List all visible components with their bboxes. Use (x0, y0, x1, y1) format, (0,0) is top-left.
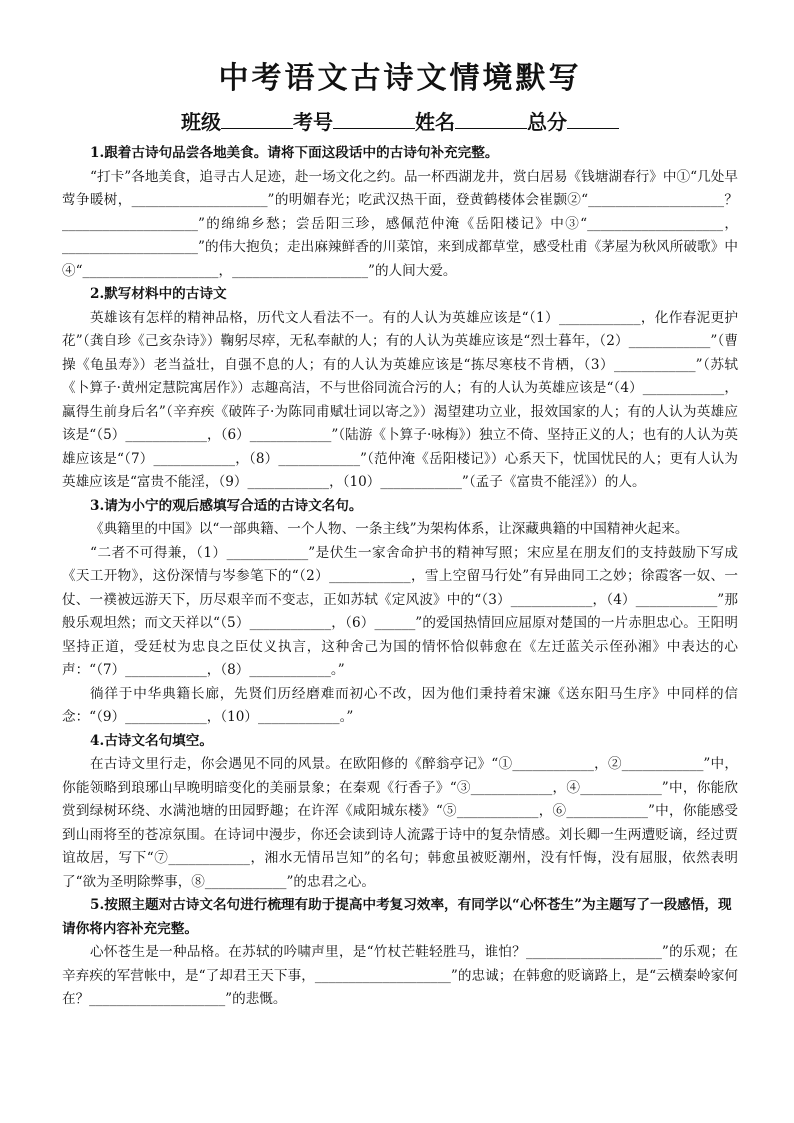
exam-no-field[interactable] (333, 110, 415, 129)
class-field[interactable] (221, 110, 293, 129)
question-4-text: 在古诗文里行走，你会遇见不同的风景。在欧阳修的《醉翁亭记》“①____________，②____________”中，你能领略到琅琊山早晚明暗变化的美丽景象；在秦观《行香子》“③____________，④____________”中，你能欣赏到绿树环绕、水满池塘的田园野趣；在许浑《咸阳城东楼》“⑤____________，⑥____________”中，你能感受到山雨将至的苍凉氛围。在诗词中漫步，你还会读到诗人流露于诗中的复杂情感。刘长卿一生两遭贬谪，经过贾谊故居，写下“⑦____________，湘水无情吊岂知”的名句；韩愈虽被贬潮州，没有忏悔，没有屈服，依然表明了“欲为圣明除弊事，⑧____________”的忠君之心。 (62, 756, 738, 890)
question-5-title: 5.按照主题对古诗文名句进行梳理有助于提高中考复习效率，有同学以“心怀苍生”为主题写了一段感悟，现请你将内容补充完整。 (62, 897, 732, 937)
score-label: 总分 (527, 110, 567, 134)
question-3-title: 3.请为小宁的观后感填写合适的古诗文名句。 (90, 497, 363, 514)
question-3-intro: 《典籍里的中国》以“一部典籍、一个人物、一条主线”为架构体系，让深藏典籍的中国精神火起来。 (90, 521, 689, 537)
question-5-text: 心怀苍生是一种品格。在苏轼的吟啸声里，是“竹杖芒鞋轻胜马，谁怕？____________________”的乐观；在辛弃疾的军营帐中，是“了却君王天下事，____________________”的忠诚；在韩愈的贬谪路上，是“云横秦岭家何在？____________________”的悲慨。 (62, 944, 738, 1007)
student-info-line (62, 108, 738, 136)
question-1-text: “打卡”各地美食，追寻古人足迹，赴一场文化之约。品一杯西湖龙井，赏白居易《钱塘湖春行》中①“几处早莺争暖树，____________________”的明媚春光；吃武汉热干面，登黄鹤楼体会崔颢②“____________________？____________________”的绵绵乡愁；尝岳阳三珍，感佩范仲淹《岳阳楼记》中③“____________________，____________________”的伟大抱负；走出麻辣鲜香的川菜馆，来到成都草堂，感受杜甫《茅屋为秋风所破歌》中④“____________________，____________________”的人间大爱。 (62, 168, 738, 279)
question-1-title: 1.跟着古诗句品尝各地美食。请将下面这段话中的古诗句补充完整。 (90, 145, 499, 161)
name-label: 姓名 (415, 110, 455, 134)
question-4-title: 4.古诗文名句填空。 (90, 732, 213, 749)
question-3-text: “二者不可得兼，（1）____________”是伏生一家舍命护书的精神写照；宋应星在朋友们的支持鼓励下写成《天工开物》，这份深情与岑参笔下的“（2）____________，雪上空留马行处”有异曲同工之妙；徐霞客一奴、一仗、一襆被远游天下，历尽艰辛而不变志，正如苏轼《定风波》中的“（3）____________，（4）____________”那般乐观坦然；而文天祥以“（5）____________，（6）______”的爱国热情回应屈原对楚国的一片赤胆忠心。王阳明坚持正道，受廷杖为忠良之臣仗义执言，这种舍己为国的情怀恰似韩愈在《左迁蓝关示侄孙湘》中表达的心声：“（7）____________，（8）____________。” (62, 544, 738, 678)
question-2-text: 英雄该有怎样的精神品格，历代文人看法不一。有的人认为英雄应该是“（1）____________，化作春泥更护花”（龚自珍《己亥杂诗》）鞠躬尽瘁，无私奉献的人；有的人认为英雄应该是“烈士暮年，（2）____________”（曹操《龟虽寿》）老当益壮，自强不息的人；有的人认为英雄应该是“拣尽寒枝不肯栖，（3）____________”（苏轼《卜算子·黄州定慧院寓居作》）志趣高洁，不与世俗同流合污的人；有的人认为英雄应该是“（4）____________，赢得生前身后名”（辛弃疾《破阵子·为陈同甫赋壮词以寄之》）渴望建功立业，报效国家的人；有的人认为英雄应该是“（5）____________，（6）____________”（陆游《卜算子·咏梅》）独立不倚、坚持正义的人；也有的人认为英雄应该是“（7）____________，（8）____________”（范仲淹《岳阳楼记》）心系天下，忧国忧民的人；更有人认为英雄应该是“富贵不能淫，（9）____________，（10）____________”（孟子《富贵不能淫》）的人。 (62, 309, 738, 490)
worksheet-page (62, 58, 738, 1012)
question-2-title: 2.默写材料中的古诗文 (90, 286, 227, 302)
score-field[interactable] (567, 110, 619, 129)
exam-no-label: 考号 (293, 110, 333, 134)
worksheet-title: 中考语文古诗文情境默写 (218, 61, 582, 96)
question-3-closing: 徜徉于中华典籍长廊，先贤们历经磨难而初心不改，因为他们秉持着宋濂《送东阳马生序》中同样的信念：“（9）____________，（10）____________。” (62, 685, 738, 725)
name-field[interactable] (455, 110, 527, 129)
class-label: 班级 (181, 110, 221, 134)
